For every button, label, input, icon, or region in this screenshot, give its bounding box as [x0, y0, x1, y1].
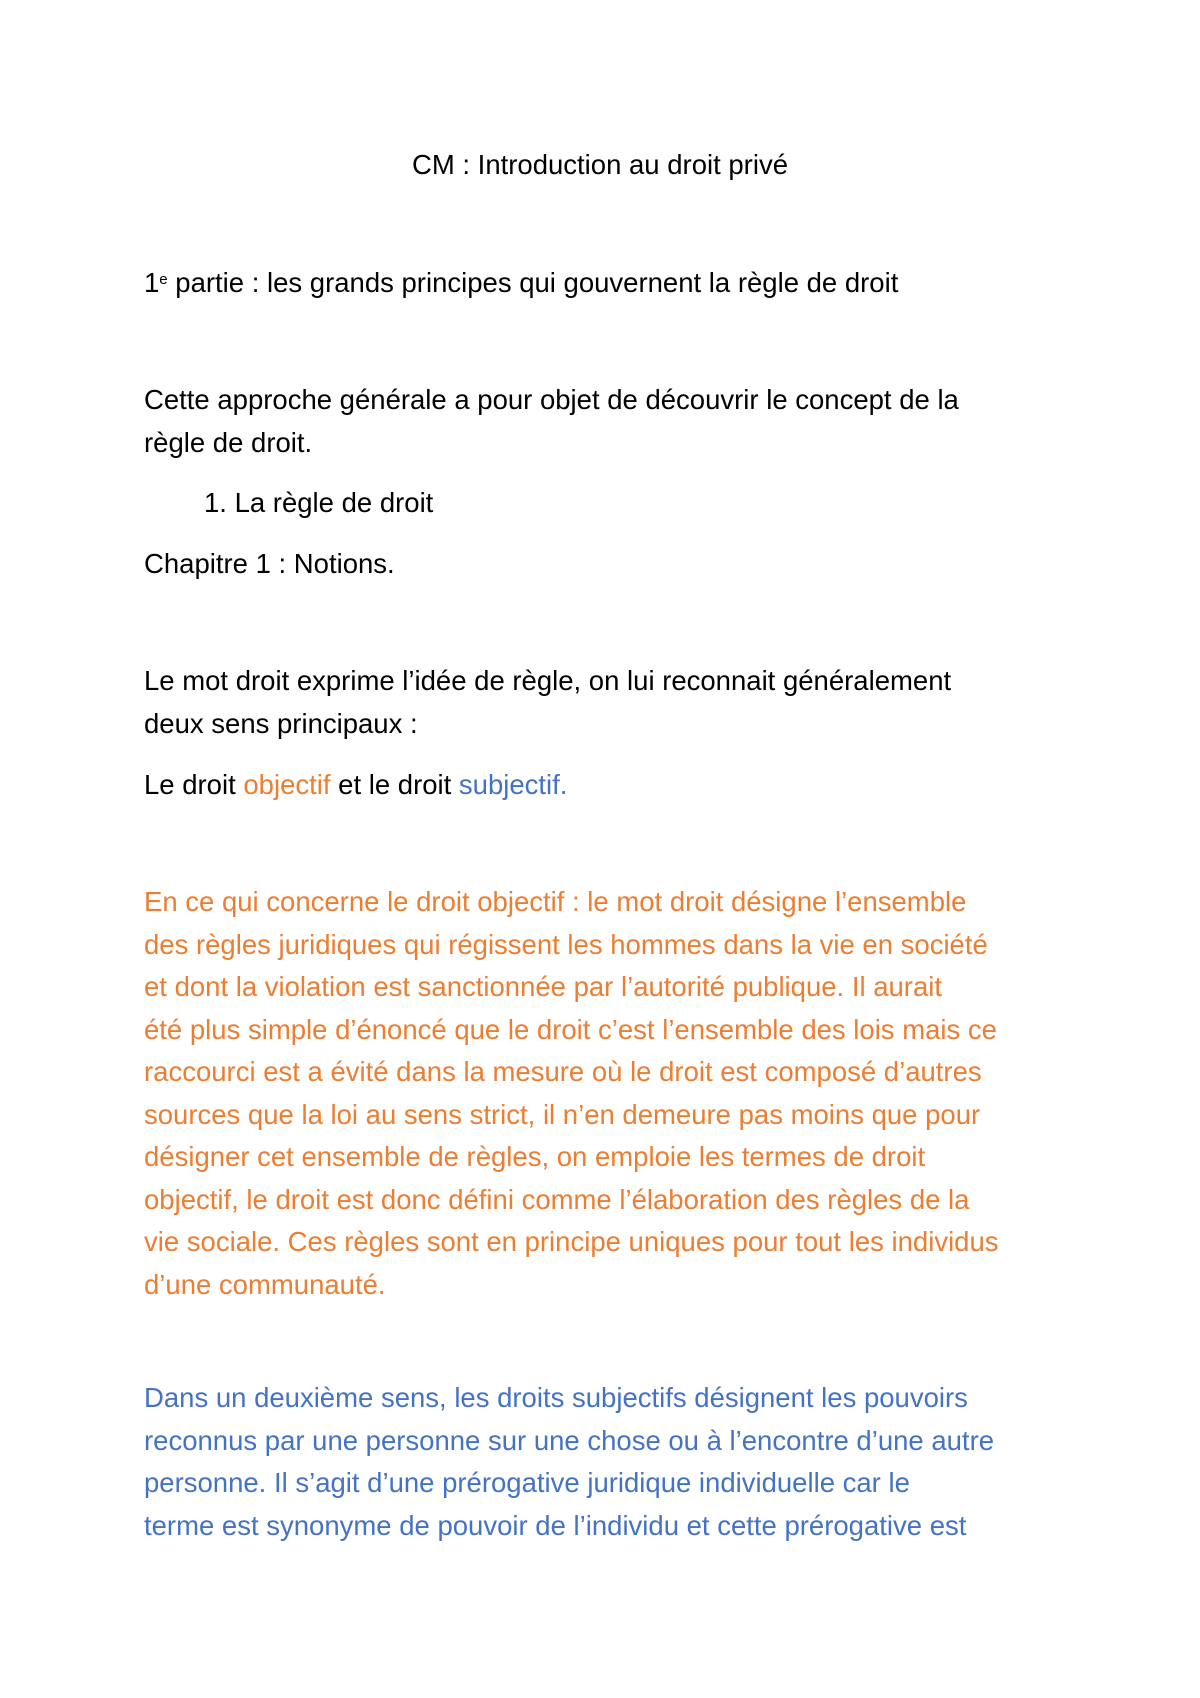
paragraph-line: désigner cet ensemble de règles, on emploie les termes de droit	[144, 1141, 926, 1172]
two-senses-prefix: Le droit	[144, 769, 244, 800]
paragraph-line: vie sociale. Ces règles sont en principe uniques pour tout les individus	[144, 1226, 999, 1257]
document-title: CM : Introduction au droit privé	[411, 149, 788, 180]
numbered-heading: 1. La règle de droit	[204, 487, 434, 518]
paragraph-line: personne. Il s’agit d’une prérogative juridique individuelle car le	[144, 1467, 910, 1498]
part-heading	[144, 262, 1064, 304]
sens-line: deux sens principaux :	[144, 707, 418, 739]
part-text: partie : les grands principes qui gouvernent la règle de droit	[167, 267, 899, 298]
droit-subjectif-paragraph	[144, 1377, 1074, 1547]
objectif-term: objectif	[243, 769, 331, 800]
paragraph-line: sources que la loi au sens strict, il n’en demeure pas moins que pour	[144, 1098, 981, 1130]
subjectif-term: subjectif.	[458, 769, 568, 800]
paragraph-line: raccourci est a évité dans la mesure où le droit est composé d’autres	[144, 1056, 982, 1087]
paragraph-line: objectif, le droit est donc défini comme l’élaboration des règles de la	[144, 1183, 970, 1215]
paragraph-line: Dans un deuxième sens, les droits subjectifs désignent les pouvoirs	[144, 1382, 968, 1413]
sens-line: Le mot droit exprime l’idée de règle, on lui reconnait généralement	[144, 665, 952, 696]
two-senses-line	[144, 764, 1064, 806]
intro-line: règle de droit.	[144, 426, 313, 458]
paragraph-line: et dont la violation est sanctionnée par l’autorité publique. Il aurait	[144, 971, 943, 1002]
droit-objectif-paragraph	[144, 881, 1074, 1306]
paragraph-line: terme est synonyme de pouvoir de l’individu et cette prérogative est	[144, 1509, 967, 1541]
paragraph-line: des règles juridiques qui régissent les hommes dans la vie en société	[144, 928, 988, 960]
paragraph-line: reconnus par une personne sur une chose ou à l’encontre d’une autre	[144, 1424, 995, 1456]
part-number: 1	[144, 267, 160, 298]
two-senses-middle: et le droit	[330, 769, 459, 800]
paragraph-line: En ce qui concerne le droit objectif : le mot droit désigne l’ensemble	[144, 886, 967, 917]
sens-paragraph	[144, 660, 1074, 745]
paragraph-line: été plus simple d’énoncé que le droit c’est l’ensemble des lois mais ce	[144, 1013, 997, 1045]
part-superscript: e	[159, 271, 168, 288]
intro-paragraph	[144, 379, 1074, 464]
intro-line: Cette approche générale a pour objet de découvrir le concept de la	[144, 384, 959, 415]
paragraph-line: d’une communauté.	[144, 1268, 386, 1300]
chapter-heading: Chapitre 1 : Notions.	[144, 548, 395, 579]
